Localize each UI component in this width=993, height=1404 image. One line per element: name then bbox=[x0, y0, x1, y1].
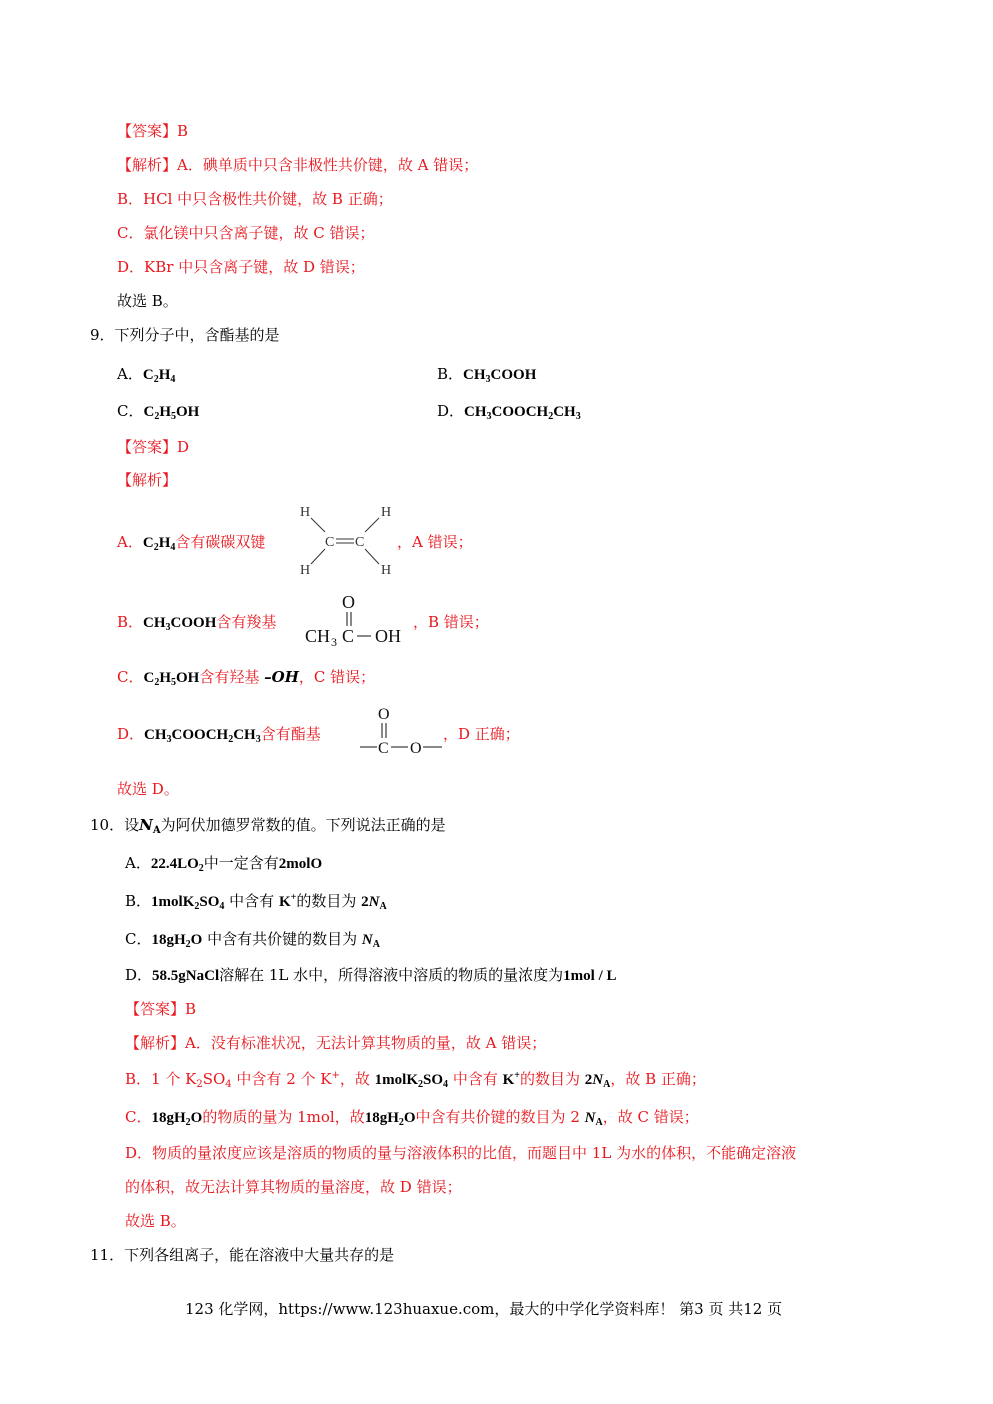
q9-exp-c bbox=[117, 667, 375, 688]
atom-c: C bbox=[378, 740, 389, 757]
formula-c2h4: $C_2H_4$ bbox=[142, 535, 176, 553]
formula-ester: $CH_3COOCH_2CH_3$ bbox=[464, 404, 581, 422]
q8-analysis-d: D．KBr 中只含离子键，故 D 错误； bbox=[117, 258, 365, 276]
formula-c2h5oh: $C_2H_5OH$ bbox=[143, 670, 200, 688]
option-label: B． bbox=[125, 892, 152, 910]
option-label: A． bbox=[117, 533, 143, 551]
exp-text: 中含有共价键的数目为 2 bbox=[415, 1108, 580, 1126]
q10-analysis-c: C．$18gH_2O$的物质的量为 1mol，故$18gH_2O$中含有共价键的数目为 2 $N_A$，故 C 错误； bbox=[125, 1108, 699, 1128]
option-label: D． bbox=[117, 725, 145, 743]
stem-tail: 为阿伏加德罗常数的值。下列说法正确的是 bbox=[160, 816, 446, 834]
q9-exp-a bbox=[117, 532, 265, 553]
q9-analysis-label: 【解析】 bbox=[117, 471, 178, 489]
atom-h: H bbox=[300, 563, 311, 578]
subscript-3: 3 bbox=[331, 635, 337, 648]
atom-h: H bbox=[381, 505, 392, 520]
stem-num: 10．设 bbox=[90, 816, 140, 834]
q9-answer: 【答案】D bbox=[117, 438, 190, 456]
q11-stem: 11．下列各组离子，能在溶液中大量共存的是 bbox=[90, 1246, 395, 1264]
analysis-text: A．碘单质中只含非极性共价键，故 A 错误； bbox=[177, 156, 479, 174]
option-label: A． bbox=[117, 365, 143, 383]
q9-option-d bbox=[437, 401, 581, 422]
atom-c: C bbox=[325, 535, 335, 550]
q10-conclusion: 故选 B。 bbox=[125, 1212, 186, 1230]
exp-text: 含有羟基 bbox=[199, 668, 260, 686]
option-text: 的数目为 bbox=[296, 892, 357, 910]
q9-exp-d bbox=[117, 724, 321, 745]
q9-stem: 9．下列分子中，含酯基的是 bbox=[90, 326, 280, 344]
bonds bbox=[311, 518, 379, 564]
atom-c: C bbox=[355, 535, 365, 550]
q9-option-a bbox=[117, 364, 175, 385]
atom-o: O bbox=[342, 592, 355, 612]
option-label: C． bbox=[117, 402, 144, 420]
exp-text: ，故 C 错误； bbox=[602, 1108, 699, 1126]
option-label: D． bbox=[125, 966, 153, 984]
group-ch3: CH bbox=[305, 626, 331, 646]
exp-text: ，故 bbox=[339, 1070, 370, 1088]
q8-analysis-b: B．HCl 中只含极性共价键，故 B 正确； bbox=[117, 190, 393, 208]
formula-ester: $CH_3COOCH_2CH_3$ bbox=[144, 727, 261, 745]
group-oh: OH bbox=[375, 626, 401, 646]
q10-analysis-d-2: 的体积，故无法计算其物质的量溶度，故 D 错误； bbox=[125, 1178, 462, 1196]
atom-o: O bbox=[410, 740, 422, 757]
q10-option-b: B．$1molK_2SO_4$ 中含有 K+的数目为 $2N_A$ bbox=[125, 892, 387, 912]
exp-text: 中含有 bbox=[452, 1070, 498, 1088]
hydroxyl-group: –OH bbox=[264, 668, 299, 686]
option-text: 中含有共价键的数目为 bbox=[207, 930, 358, 948]
q9-conclusion: 故选 D。 bbox=[117, 780, 179, 798]
analysis-label: 【解析】 bbox=[117, 156, 178, 174]
q10-option-c: C．$18gH_2O$ 中含有共价键的数目为 $N_A$ bbox=[125, 930, 380, 950]
q9-exp-b bbox=[117, 612, 276, 633]
exp-text: 中含有 2 个 K bbox=[236, 1070, 332, 1088]
ester-group-structure bbox=[358, 703, 446, 759]
option-label: B． bbox=[117, 613, 144, 631]
q9-exp-b-tail: ，B 错误； bbox=[413, 613, 489, 631]
option-label: C． bbox=[125, 930, 152, 948]
q10-stem: 10．设$N_A$为阿伏加德罗常数的值。下列说法正确的是 bbox=[90, 816, 446, 836]
q8-conclusion: 故选 B。 bbox=[117, 292, 178, 310]
option-text: 中含有 bbox=[229, 892, 275, 910]
option-text: 溶解在 1L 水中，所得溶液中溶质的物质的量浓度为 bbox=[219, 966, 564, 984]
exp-text: C． bbox=[125, 1108, 152, 1126]
ethylene-structure bbox=[295, 502, 400, 578]
page-footer: 123 化学网，https://www.123huaxue.com，最大的中学化学资料库！ 第3 页 共12 页 bbox=[185, 1300, 783, 1318]
q9-exp-a-tail: ，A 错误； bbox=[397, 533, 473, 551]
q8-answer: 【答案】B bbox=[117, 122, 189, 140]
formula-ch3cooh: $CH_3COOH$ bbox=[463, 367, 537, 385]
exp-text: 含有酯基 bbox=[260, 725, 321, 743]
q10-option-d: D．58.5gNaCl溶解在 1L 水中，所得溶液中溶质的物质的量浓度为1mol / L bbox=[125, 966, 617, 984]
atom-o: O bbox=[378, 706, 390, 723]
q9-option-c bbox=[117, 401, 199, 422]
q10-analysis-a: 【解析】A．没有标准状况，无法计算其物质的量，故 A 错误； bbox=[125, 1034, 547, 1052]
atom-h: H bbox=[300, 505, 311, 520]
option-label: B． bbox=[437, 365, 464, 383]
option-label: D． bbox=[437, 402, 465, 420]
atom-h: H bbox=[381, 563, 392, 578]
q10-option-a: A．$22.4LO_2$中一定含有2molO bbox=[125, 854, 323, 874]
formula-ch3cooh: $CH_3COOH$ bbox=[143, 615, 217, 633]
atom-c: C bbox=[342, 626, 355, 646]
option-label: C． bbox=[117, 668, 144, 686]
exp-text: ，故 B 正确； bbox=[610, 1070, 706, 1088]
option-label: A． bbox=[125, 854, 151, 872]
exp-text: 的数目为 bbox=[519, 1070, 580, 1088]
formula-c2h5oh: $C_2H_5OH$ bbox=[143, 404, 200, 422]
q8-analysis-a bbox=[117, 155, 478, 175]
exp-tail: ，C 错误； bbox=[298, 668, 376, 686]
q9-option-b bbox=[437, 364, 536, 385]
q10-analysis-d-1: D．物质的量浓度应该是溶质的物质的量与溶液体积的比值，而题目中 1L 为水的体积，不能确定溶液 bbox=[125, 1144, 797, 1162]
exp-text: 的物质的量为 1mol，故 bbox=[202, 1108, 365, 1126]
q10-answer: 【答案】B bbox=[125, 1000, 197, 1018]
exp-text: 含有羧基 bbox=[216, 613, 277, 631]
q10-analysis-b: B．1 个 $K_2SO_4$ 中含有 2 个 K+，故 $1molK_2SO_4$ 中含有 K+的数目为 $2N_A$，故 B 正确； bbox=[125, 1070, 706, 1090]
q9-exp-d-tail: ，D 正确； bbox=[443, 725, 520, 743]
q8-analysis-c: C．氯化镁中只含离子键，故 C 错误； bbox=[117, 224, 375, 242]
option-text: 中一定含有 bbox=[203, 854, 279, 872]
exp-text: 含有碳碳双键 bbox=[175, 533, 266, 551]
exp-text: B．1 个 K bbox=[125, 1070, 197, 1088]
carboxyl-structure bbox=[303, 590, 415, 648]
formula-c2h4: $C_2H_4$ bbox=[142, 367, 176, 385]
